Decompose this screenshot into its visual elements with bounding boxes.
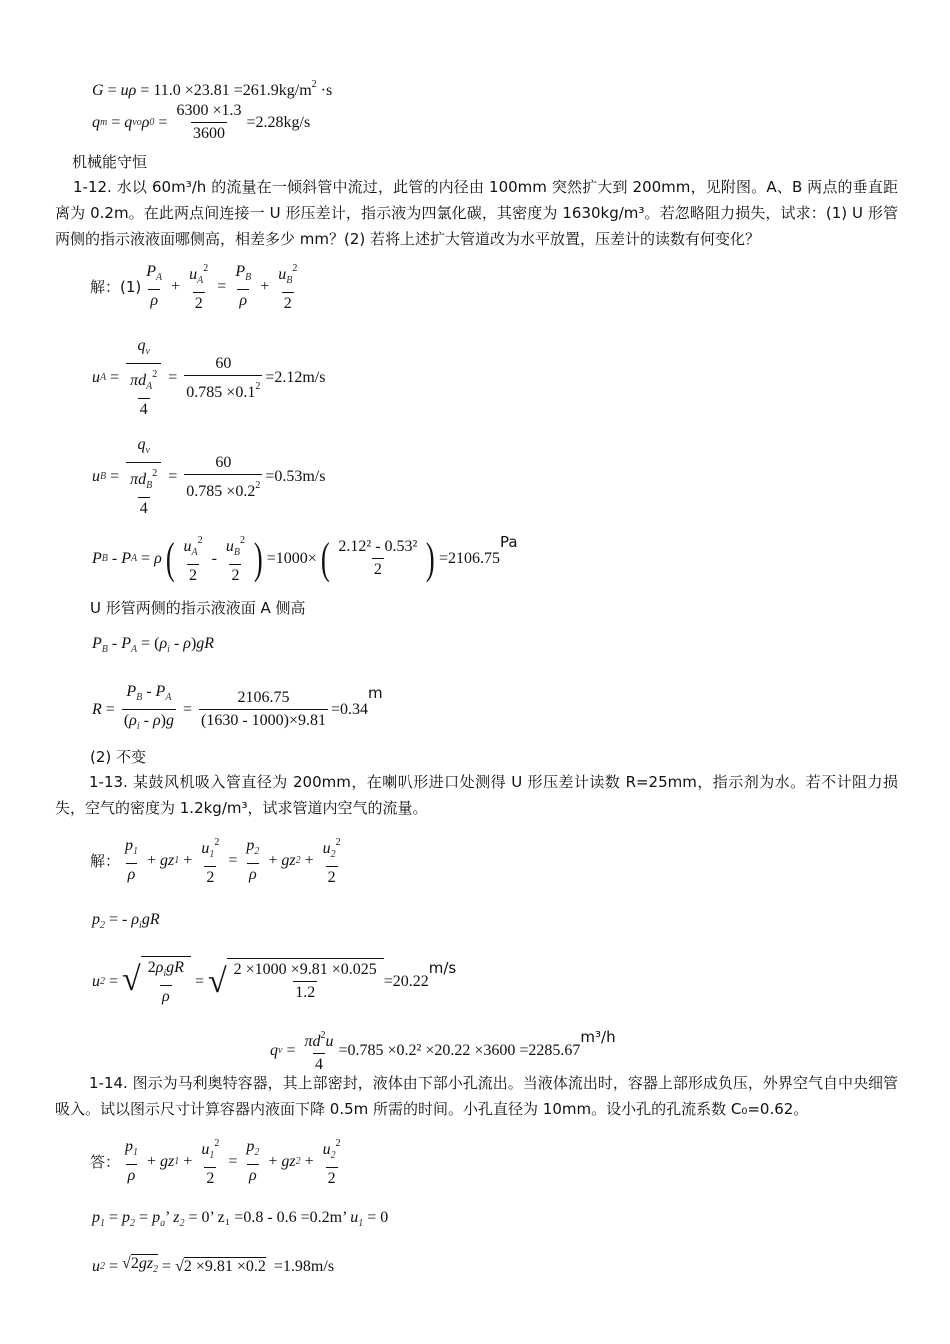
part-2-answer: (2) 不变 [90,748,147,766]
problem-1-14: 1-14. 图示为马利奥特容器，其上部密封，液体由下部小孔流出。当液体流出时，容器上部形成负压，外界空气自中央细管吸入。试以图示尺寸计算容器内液面下降 0.5m 所需的时间。小孔直径为 10mm。设小孔的孔流系数 C₀=0.62。 [55,1074,898,1118]
eq-p2: $p_2$ = - $\rho_igR$ [92,911,160,931]
eq-manometer: $P_B - P_A = (\rho_i - \rho)gR$ [92,635,215,655]
eq-reading-r: R = $\frac{P_B - P_A}{(\rho_i - \rho)g}$ = $\frac{2106.75}{(1630 - 1000)\times 9.81}$ =0.34 m [92,681,383,738]
eq-bernoulli-14: 答： $\frac{p_1}{\rho}$ + gz 1 + $\frac{u_1^2}{2}$ = $\frac{p_2}{\rho}$ + gz 2 + $\frac{u_2^2}{2}$ [90,1133,346,1190]
problem-1-13: 1-13. 某鼓风机吸入管直径为 200mm，在喇叭形进口处测得 U 形压差计读数 R=25mm，指示剂为水。若不计阻力损失，空气的密度为 1.2kg/m³，试求管道内空气的流量。 [55,773,898,817]
eq-u2-14: u 2 = $√2gz_2$ = √2 ×9.81 ×0.2 =1.98m/s [92,1255,335,1275]
eq-velocity-a: u A = $\frac{q_v}{\frac{\pi d_A^2}{4}}$ = $\frac{60}{0.785 \times 0.1^2}$ =2.12m/s [92,335,325,421]
eq-bernoulli-12: 解：(1) $\frac{P_A}{\rho}$ + $\frac{u_A^2}{2}$ = $\frac{P_B}{\rho}$ + $\frac{u_B^2}{2}$ [90,258,302,315]
eq-velocity-b: u B = $\frac{q_v}{\frac{\pi d_B^2}{4}}$ = $\frac{60}{0.785 \times 0.2^2}$ =0.53m/s [92,434,325,520]
eq-mass-flow: q m = q vo ρ 0 = $\frac{6300 \times 1.3}{3600}$ =2.28kg/s [92,100,310,145]
problem-1-12: 1-12. 水以 60m³/h 的流量在一倾斜管中流过，此管的内径由 100mm 突然扩大到 200mm，见附图。A、B 两点的垂直距离为 0.2m。在此两点间连接一 U 形压差计，指示液为四氯化碳，其密度为 1630kg/m³。若忽略阻力损失，试求：(1) U 形管两侧的指示液液面哪侧高，相差多少 mm？(2) 若将上述扩大管道改为水平放置，压差计的读数有何变化？ [55,178,898,248]
eq-conditions-14: $p_1 = p_2 = p_a$’ $z_2 = 0$’ z₁ =0.8 - 0.6 =0.2m’ $u_1 = 0$ [92,1209,389,1229]
eq-bernoulli-13: 解： $\frac{p_1}{\rho}$ + gz 1 + $\frac{u_1^2}{2}$ = $\frac{p_2}{\rho}$ + gz 2 + $\frac{u_2^2}{2}$ [90,832,346,889]
note-side-higher: U 形管两侧的指示液液面 A 侧高 [90,599,306,617]
eq-mass-flux: $G = u\rho = 11.0 \times 23.81 =261.9kg/m^2 \cdot s$ [92,79,333,99]
eq-u2-13: u 2 = √ $\frac{2\rho_igR}{\rho}$ = √ $\frac{2 \times 1000 \times 9.81 \times 0.025}{1.2}$ =20.22 m/s [92,956,456,1008]
section-energy-heading: 机械能守恒 [72,153,148,171]
eq-qv-13: q v = $\frac{\pi d^2u}{4}$ =0.785 ×0.2² ×20.22 ×3600 =2285.67 m³/h [270,1025,616,1076]
eq-pressure-diff: P B - P A = ρ ( $\frac{u_A^2}{2}$ - $\frac{u_B^2}{2}$ ) =1000× ( $\frac{\text{2.12² - 0.53²}}{2}$ ) =2106.75 Pa [92,530,518,587]
